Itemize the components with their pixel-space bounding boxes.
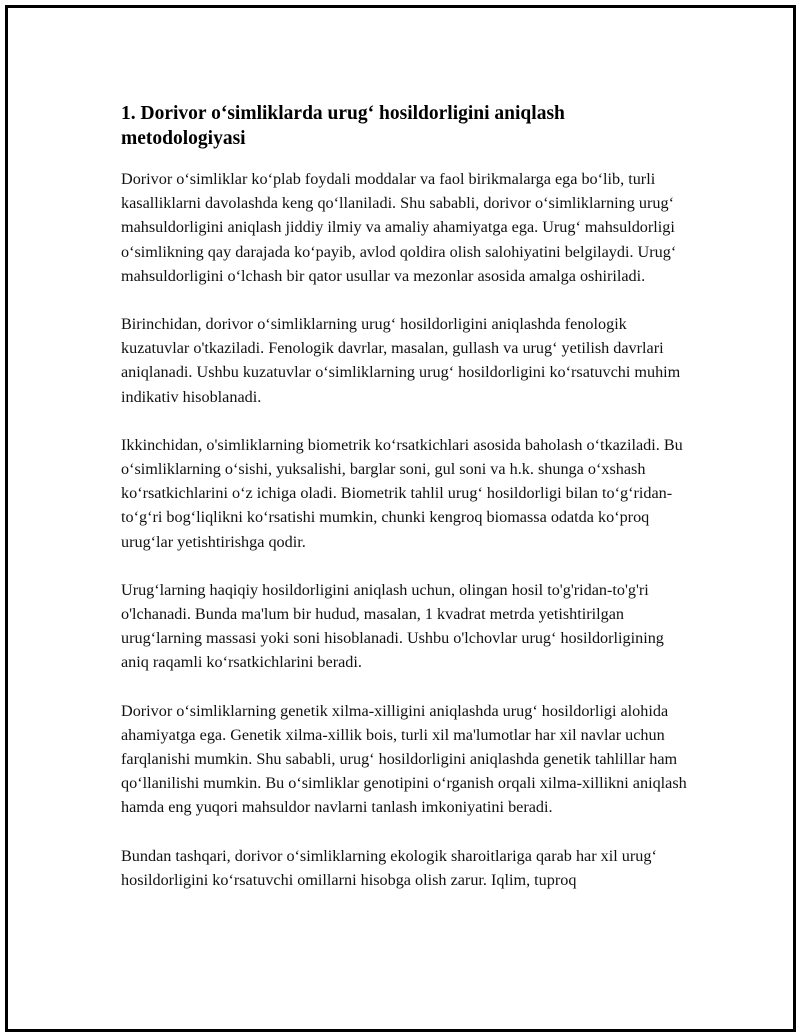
document-body bbox=[121, 101, 691, 916]
paragraph: Dorivor o‘simliklar ko‘plab foydali moddalar va faol birikmalarga ega bo‘lib, turli kasalliklarni davolashda keng qo‘llaniladi. Shu sababli, dorivor o‘simliklarning urug‘ mahsuldorligini aniqlash jiddiy ilmiy va amaliy ahamiyatga ega. Urug‘ mahsuldorligi o‘simlikning qay darajada ko‘payib, avlod qoldira olish salohiyatini belgilaydi. Urug‘ mahsuldorligini o‘lchash bir qator usullar va mezonlar asosida amalga oshiriladi. bbox=[121, 170, 677, 285]
paragraph: Ikkinchidan, o'simliklarning biometrik ko‘rsatkichlari asosida baholash o‘tkaziladi. Bu o‘simliklarning o‘sishi, yuksalishi, barglar soni, gul soni va h.k. shunga o‘xshash ko‘rsatkichlarini o‘z ichiga oladi. Biometrik tahlil urug‘ hosildorligi bilan to‘g‘ridan-to‘g‘ri bog‘liqlikni ko‘rsatishi mumkin, chunki kengroq biomassa odatda ko‘proq urug‘lar yetishtirishga qodir. bbox=[121, 435, 683, 551]
paragraph: Urug‘larning haqiqiy hosildorligini aniqlash uchun, olingan hosil to'g'ridan-to'g'ri o'lchanadi. Bunda ma'lum bir hudud, masalan, 1 kvadrat metrda yetishtirilgan urug‘larning massasi yoki soni hisoblanadi. Ushbu o'lchovlar urug‘ hosildorligining aniq raqamli ko‘rsatkichlarini beradi. bbox=[121, 580, 664, 672]
page-frame bbox=[5, 5, 796, 1032]
section-heading: 1. Dorivor o‘simliklarda urug‘ hosildorligini aniqlash metodologiyasi bbox=[121, 103, 565, 149]
paragraph: Birinchidan, dorivor o‘simliklarning urug‘ hosildorligini aniqlashda fenologik kuzatuvlar o'tkaziladi. Fenologik davrlar, masalan, gullash va urug‘ yetilish davrlari aniqlanadi. Ushbu kuzatuvlar o‘simliklarning urug‘ hosildorligini ko‘rsatuvchi muhim indikativ hisoblanadi. bbox=[121, 315, 681, 406]
paragraph: Bundan tashqari, dorivor o‘simliklarning ekologik sharoitlariga qarab har xil urug‘ hosildorligini ko‘rsatuvchi omillarni hisobga olish zarur. Iqlim, tuproq bbox=[121, 846, 657, 889]
paragraph: Dorivor o‘simliklarning genetik xilma-xilligini aniqlashda urug‘ hosildorligi alohida ahamiyatga ega. Genetik xilma-xillik bois, turli xil ma'lumotlar har xil navlar uchun farqlanishi mumkin. Shu sababli, urug‘ hosildorligini aniqlashda genetik tahlillar ham qo‘llanilishi mumkin. Bu o‘simliklar genotipini o‘rganish orqali xilma-xillikni aniqlash hamda eng yuqori mahsuldor navlarni tanlash imkoniyatini beradi. bbox=[121, 701, 687, 817]
